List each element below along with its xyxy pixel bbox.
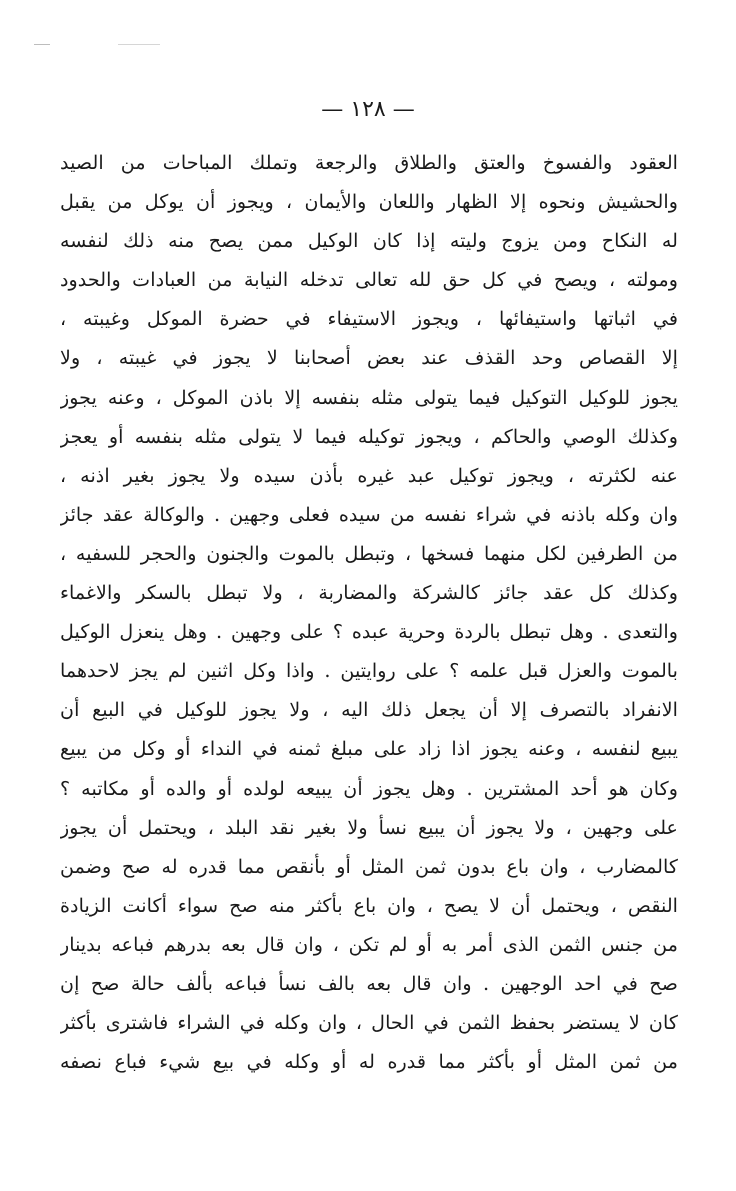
text-line: وان وكله باذنه في شراء نفسه من سيده فعلى وجهين . والوكالة عقد جائز (60, 502, 678, 526)
text-line: من الطرفين لكل منهما فسخها ، وتبطل بالموت والجنون والحجر للسفيه ، (60, 541, 678, 565)
text-line: صح في احد الوجهين . وان قال بعه بالف نسأ فباعه بألف حالة صح إن (60, 971, 678, 995)
text-line: من ثمن المثل أو بأكثر مما قدره له أو وكله في بيع شيء فباع نصفه (60, 1050, 678, 1074)
text-line: العقود والفسوخ والعتق والطلاق والرجعة وتملك المباحات من الصيد (60, 151, 678, 174)
text-line: من جنس الثمن الذى أمر به أو لم تكن ، وان قال بعه بدرهم فباعه بدينار (60, 932, 678, 956)
text-line: إلا القصاص وحد القذف عند بعض أصحابنا لا يجوز في غيبته ، ولا (60, 346, 678, 370)
text-line: النقص ، ويحتمل أن لا يصح ، وان باع بأكثر منه صح سواء أكانت الزيادة (60, 893, 678, 917)
text-line: يبيع لنفسه ، وعنه يجوز اذا زاد على مبلغ ثمنه في النداء أو وكل من يبيع (60, 737, 678, 761)
text-line: الانفراد بالتصرف إلا أن يجعل ذلك اليه ، ولا يجوز للوكيل في البيع أن (60, 698, 678, 722)
page-number: — ١٢٨ — (321, 97, 415, 122)
text-line: يجوز للوكيل التوكيل فيما يتولى مثله بنفسه إلا باذن الموكل ، وعنه يجوز (60, 385, 678, 409)
text-line: ومولته ، ويصح في كل حق لله تعالى تدخله النيابة من العبادات والحدود (60, 268, 678, 292)
text-line: في اثباتها واستيفائها ، ويجوز الاستيفاء في حضرة الموكل وغيبته ، (60, 307, 678, 331)
text-line: والحشيش ونحوه إلا الظهار واللعان والأيمان ، ويجوز أن يوكل من يقبل (60, 190, 678, 214)
text-line: بالموت والعزل قبل علمه ؟ على روايتين . واذا وكل اثنين لم يجز لاحدهما (60, 659, 678, 683)
text-line: وكذلك كل عقد جائز كالشركة والمضاربة ، ولا تبطل بالسكر والاغماء (60, 581, 678, 605)
text-line: والتعدى . وهل تبطل بالردة وحرية عبده ؟ على وجهين . وهل ينعزل الوكيل (60, 620, 678, 644)
text-line: وكان هو أحد المشترين . وهل يجوز أن يبيعه لولده أو والده أو مكاتبه ؟ (60, 776, 678, 800)
text-line: كالمضارب ، وان باع بدون ثمن المثل أو بأنقص مما قدره له صح وضمن (60, 854, 678, 878)
text-line: له النكاح ومن يزوج وليته إذا كان الوكيل ممن يصح منه ذلك لنفسه (60, 229, 678, 253)
body-text (60, 143, 678, 1081)
scan-artifact-mark (34, 44, 50, 45)
text-line: عنه لكثرته ، ويجوز توكيل عبد غيره بأذن سيده ولا يجوز بغير اذنه ، (60, 463, 678, 487)
text-line: كان لا يستضر بحفظ الثمن في الحال ، وان وكله في الشراء فاشترى بأكثر (60, 1011, 678, 1035)
scan-artifact-mark (118, 44, 160, 45)
text-line: وكذلك الوصي والحاكم ، ويجوز توكيله فيما لا يتولى مثله بنفسه أو يعجز (60, 424, 678, 448)
text-line: على وجهين ، ولا يجوز أن يبيع نسأ ولا بغير نقد البلد ، ويحتمل أن يجوز (60, 815, 678, 839)
